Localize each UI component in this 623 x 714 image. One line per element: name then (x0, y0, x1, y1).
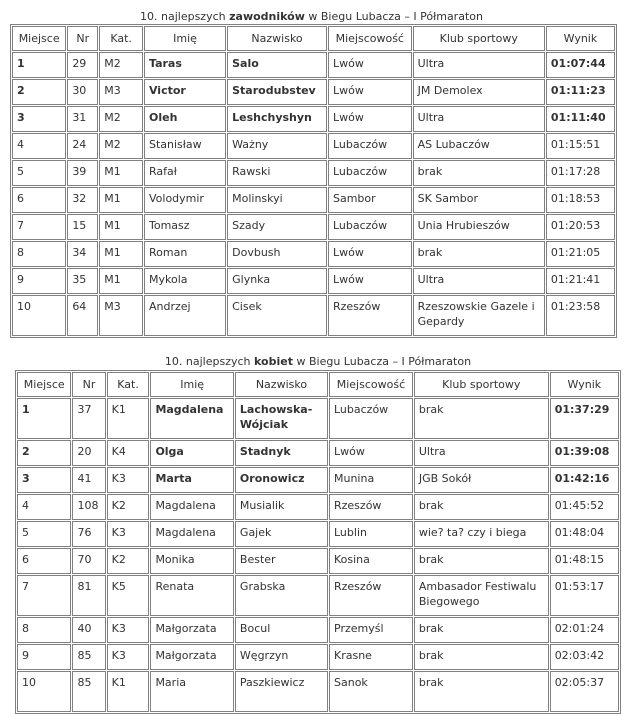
last-name-cell: Oronowicz (235, 467, 328, 493)
place-cell: 7 (17, 575, 71, 616)
first-name-cell: Maria (150, 671, 233, 712)
last-name-cell: Bocul (235, 617, 328, 643)
nr-cell: 70 (72, 548, 105, 574)
place-cell: 5 (12, 160, 66, 186)
last-name-cell: Paszkiewicz (235, 671, 328, 712)
result-time-cell: 01:15:51 (546, 133, 615, 159)
first-name-cell: Małgorzata (150, 617, 233, 643)
result-time-cell: 01:17:28 (546, 160, 615, 186)
header-cell: Nr (67, 26, 98, 51)
caption-text: 10. najlepszych (140, 10, 230, 23)
last-name-cell: Cisek (227, 295, 327, 336)
club-cell: AS Lubaczów (413, 133, 545, 159)
category-cell: M2 (99, 106, 143, 132)
header-row (17, 372, 619, 397)
city-cell: Lubaczów (328, 133, 412, 159)
first-name-cell: Stanisław (144, 133, 226, 159)
result-time-cell: 01:48:15 (550, 548, 619, 574)
place-cell: 9 (12, 268, 66, 294)
place-cell: 6 (12, 187, 66, 213)
header-cell: Imię (150, 372, 233, 397)
club-cell: brak (414, 617, 549, 643)
nr-cell: 37 (72, 398, 105, 439)
category-cell: M1 (99, 241, 143, 267)
last-name-cell: Molinskyi (227, 187, 327, 213)
first-name-cell: Magdalena (150, 521, 233, 547)
men-table-caption (0, 10, 623, 23)
first-name-cell: Oleh (144, 106, 226, 132)
club-cell: brak (414, 548, 549, 574)
category-cell: M1 (99, 268, 143, 294)
nr-cell: 85 (72, 671, 105, 712)
header-cell: Miejsce (17, 372, 71, 397)
category-cell: K1 (107, 398, 150, 439)
last-name-cell: Salo (227, 52, 327, 78)
last-name-cell: Gajek (235, 521, 328, 547)
place-cell: 10 (12, 295, 66, 336)
last-name-cell: Stadnyk (235, 440, 328, 466)
city-cell: Lubaczów (328, 160, 412, 186)
header-cell: Nazwisko (227, 26, 327, 51)
caption-text: w Biegu Lubacza – I Półmaraton (304, 10, 483, 23)
city-cell: Lwów (328, 79, 412, 105)
category-cell: K3 (107, 521, 150, 547)
city-cell: Sanok (329, 671, 413, 712)
result-time-cell: 01:18:53 (546, 187, 615, 213)
header-cell: Miejscowość (328, 26, 412, 51)
header-cell: Miejscowość (329, 372, 413, 397)
first-name-cell: Mykola (144, 268, 226, 294)
nr-cell: 29 (67, 52, 98, 78)
nr-cell: 24 (67, 133, 98, 159)
table-row (12, 295, 615, 336)
first-name-cell: Taras (144, 52, 226, 78)
club-cell: brak (414, 644, 549, 670)
result-time-cell: 02:03:42 (550, 644, 619, 670)
last-name-cell: Szady (227, 214, 327, 240)
header-cell: Imię (144, 26, 226, 51)
caption-bold-text: kobiet (254, 355, 293, 368)
city-cell: Lubaczów (328, 214, 412, 240)
first-name-cell: Volodymir (144, 187, 226, 213)
result-time-cell: 01:48:04 (550, 521, 619, 547)
last-name-cell: Węgrzyn (235, 644, 328, 670)
nr-cell: 31 (67, 106, 98, 132)
nr-cell: 108 (72, 494, 105, 520)
place-cell: 8 (12, 241, 66, 267)
women-results-table (15, 370, 621, 714)
club-cell: SK Sambor (413, 187, 545, 213)
result-time-cell: 01:07:44 (546, 52, 615, 78)
header-cell: Wynik (550, 372, 619, 397)
nr-cell: 81 (72, 575, 105, 616)
result-time-cell: 01:21:05 (546, 241, 615, 267)
table-row (17, 644, 619, 670)
result-time-cell: 01:53:17 (550, 575, 619, 616)
place-cell: 9 (17, 644, 71, 670)
table-row (12, 79, 615, 105)
club-cell: Unia Hrubieszów (413, 214, 545, 240)
first-name-cell: Magdalena (150, 398, 233, 439)
result-time-cell: 01:39:08 (550, 440, 619, 466)
table-row (12, 214, 615, 240)
last-name-cell: Starodubstev (227, 79, 327, 105)
header-cell: Nr (72, 372, 105, 397)
nr-cell: 15 (67, 214, 98, 240)
category-cell: K3 (107, 617, 150, 643)
nr-cell: 76 (72, 521, 105, 547)
last-name-cell: Leshchyshyn (227, 106, 327, 132)
first-name-cell: Victor (144, 79, 226, 105)
category-cell: K3 (107, 467, 150, 493)
nr-cell: 32 (67, 187, 98, 213)
caption-text: 10. najlepszych (164, 355, 255, 368)
place-cell: 2 (17, 440, 71, 466)
club-cell: JM Demolex (413, 79, 545, 105)
nr-cell: 85 (72, 644, 105, 670)
women-table-caption (15, 355, 621, 368)
last-name-cell: Dovbush (227, 241, 327, 267)
city-cell: Sambor (328, 187, 412, 213)
club-cell: Ultra (413, 52, 545, 78)
result-time-cell: 01:21:41 (546, 268, 615, 294)
table-row (17, 575, 619, 616)
men-results-table (10, 24, 617, 338)
category-cell: M1 (99, 160, 143, 186)
table-row (17, 521, 619, 547)
header-row (12, 26, 615, 51)
club-cell: brak (414, 398, 549, 439)
first-name-cell: Rafał (144, 160, 226, 186)
table-row (12, 268, 615, 294)
last-name-cell: Lachowska-Wójciak (235, 398, 328, 439)
first-name-cell: Małgorzata (150, 644, 233, 670)
place-cell: 1 (17, 398, 71, 439)
club-cell: Ultra (413, 106, 545, 132)
result-time-cell: 01:20:53 (546, 214, 615, 240)
city-cell: Rzeszów (329, 575, 413, 616)
city-cell: Kosina (329, 548, 413, 574)
caption-bold-text: zawodników (229, 10, 305, 23)
city-cell: Rzeszów (328, 295, 412, 336)
place-cell: 3 (12, 106, 66, 132)
table-row (12, 133, 615, 159)
first-name-cell: Marta (150, 467, 233, 493)
place-cell: 6 (17, 548, 71, 574)
nr-cell: 35 (67, 268, 98, 294)
header-cell: Nazwisko (235, 372, 328, 397)
category-cell: M3 (99, 295, 143, 336)
nr-cell: 34 (67, 241, 98, 267)
place-cell: 2 (12, 79, 66, 105)
table-row (12, 187, 615, 213)
place-cell: 10 (17, 671, 71, 712)
table-row (12, 106, 615, 132)
header-cell: Wynik (546, 26, 615, 51)
city-cell: Lublin (329, 521, 413, 547)
club-cell: brak (414, 494, 549, 520)
result-time-cell: 01:11:40 (546, 106, 615, 132)
result-time-cell: 01:45:52 (550, 494, 619, 520)
first-name-cell: Olga (150, 440, 233, 466)
place-cell: 1 (12, 52, 66, 78)
first-name-cell: Magdalena (150, 494, 233, 520)
city-cell: Lubaczów (329, 398, 413, 439)
category-cell: K2 (107, 548, 150, 574)
header-cell: Klub sportowy (413, 26, 545, 51)
table-row (12, 160, 615, 186)
nr-cell: 40 (72, 617, 105, 643)
first-name-cell: Monika (150, 548, 233, 574)
category-cell: K5 (107, 575, 150, 616)
category-cell: K1 (107, 671, 150, 712)
city-cell: Munina (329, 467, 413, 493)
category-cell: K3 (107, 644, 150, 670)
result-time-cell: 01:42:16 (550, 467, 619, 493)
last-name-cell: Ważny (227, 133, 327, 159)
place-cell: 7 (12, 214, 66, 240)
last-name-cell: Musialik (235, 494, 328, 520)
club-cell: Ambasador Festiwalu Biegowego (414, 575, 549, 616)
city-cell: Lwów (328, 106, 412, 132)
table-row (17, 617, 619, 643)
club-cell: Rzeszowskie Gazele i Gepardy (413, 295, 545, 336)
table-row (17, 467, 619, 493)
result-time-cell: 02:01:24 (550, 617, 619, 643)
city-cell: Rzeszów (329, 494, 413, 520)
club-cell: Ultra (413, 268, 545, 294)
club-cell: brak (413, 160, 545, 186)
table-row (17, 398, 619, 439)
table-row (17, 440, 619, 466)
header-cell: Klub sportowy (414, 372, 549, 397)
nr-cell: 20 (72, 440, 105, 466)
header-cell: Kat. (99, 26, 143, 51)
table-row (12, 241, 615, 267)
club-cell: brak (414, 671, 549, 712)
last-name-cell: Rawski (227, 160, 327, 186)
category-cell: M1 (99, 214, 143, 240)
category-cell: M2 (99, 133, 143, 159)
first-name-cell: Roman (144, 241, 226, 267)
last-name-cell: Glynka (227, 268, 327, 294)
last-name-cell: Bester (235, 548, 328, 574)
header-cell: Miejsce (12, 26, 66, 51)
header-cell: Kat. (107, 372, 150, 397)
result-time-cell: 02:05:37 (550, 671, 619, 712)
city-cell: Lwów (328, 241, 412, 267)
club-cell: wie? ta? czy i biega (414, 521, 549, 547)
category-cell: K4 (107, 440, 150, 466)
category-cell: M2 (99, 52, 143, 78)
city-cell: Lwów (329, 440, 413, 466)
category-cell: M1 (99, 187, 143, 213)
table-row (17, 671, 619, 712)
nr-cell: 41 (72, 467, 105, 493)
table-row (17, 548, 619, 574)
first-name-cell: Tomasz (144, 214, 226, 240)
category-cell: K2 (107, 494, 150, 520)
place-cell: 4 (17, 494, 71, 520)
result-time-cell: 01:23:58 (546, 295, 615, 336)
table-row (12, 52, 615, 78)
first-name-cell: Andrzej (144, 295, 226, 336)
nr-cell: 64 (67, 295, 98, 336)
table-row (17, 494, 619, 520)
city-cell: Lwów (328, 268, 412, 294)
place-cell: 5 (17, 521, 71, 547)
nr-cell: 30 (67, 79, 98, 105)
result-time-cell: 01:37:29 (550, 398, 619, 439)
club-cell: JGB Sokół (414, 467, 549, 493)
nr-cell: 39 (67, 160, 98, 186)
city-cell: Krasne (329, 644, 413, 670)
place-cell: 8 (17, 617, 71, 643)
first-name-cell: Renata (150, 575, 233, 616)
result-time-cell: 01:11:23 (546, 79, 615, 105)
last-name-cell: Grabska (235, 575, 328, 616)
club-cell: brak (413, 241, 545, 267)
city-cell: Przemyśl (329, 617, 413, 643)
place-cell: 4 (12, 133, 66, 159)
club-cell: Ultra (414, 440, 549, 466)
caption-text: w Biegu Lubacza – I Półmaraton (292, 355, 472, 368)
category-cell: M3 (99, 79, 143, 105)
place-cell: 3 (17, 467, 71, 493)
city-cell: Lwów (328, 52, 412, 78)
